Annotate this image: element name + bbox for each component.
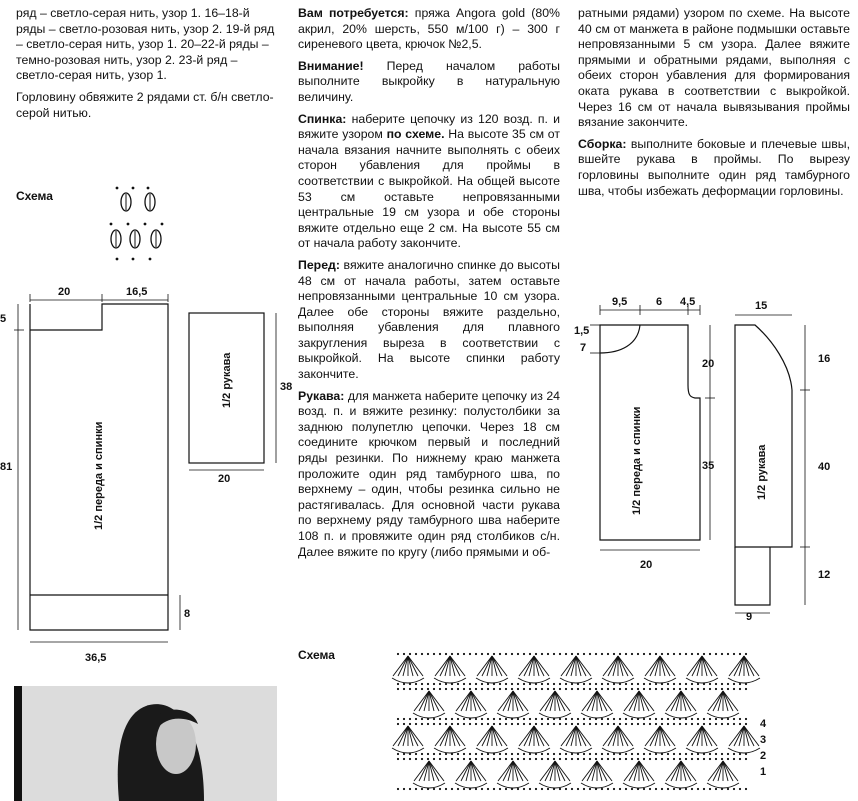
crochet-chart: [390, 644, 780, 801]
section-title: Спинка:: [298, 111, 347, 126]
section-title: Сборка:: [578, 136, 627, 151]
row-number: 3: [760, 734, 767, 746]
text-column-3: [578, 6, 850, 199]
dim-label: 38: [280, 381, 293, 393]
dim-label: 9: [746, 611, 753, 623]
dim-label: 20: [218, 473, 231, 485]
dim-label: 12: [818, 569, 831, 581]
schema-label: Схема: [298, 648, 335, 662]
paragraph: На высоте 35 см от начала вязания начните выполнять с обеих сторон убавления для проймы в соответствии с выкройкой. На общей высоте 53 см оставьте непровязанными центральные 19 см узора и обе стороны вяжите отдельно еще 2 см. На высоте 55 см от начала работу закончите.: [298, 127, 560, 251]
dim-label: 81: [0, 461, 13, 473]
dim-label: 35: [702, 460, 715, 472]
dim-label: 20: [702, 358, 715, 370]
dim-label: 4,5: [680, 296, 696, 308]
paragraph: пряжа Angora gold (80% акрил, 20% шерсть, 550 м/100 г) – 300 г сиреневого цвета, крючок №2,5.: [298, 6, 560, 52]
stitch-legend-icon: [108, 184, 170, 264]
paragraph: наберите цепочку из 120 возд. п. и вяжите узором: [298, 111, 561, 142]
paragraph: Горловину обвяжите 2 рядами ст. б/н светло-серой нитью.: [16, 89, 274, 120]
section-title: Внимание!: [298, 58, 364, 73]
scheme-link: по схеме.: [386, 127, 445, 142]
paragraph: вяжите аналогично спинке до высоты 48 см от начала работы, затем оставьте непровязанными центральные 10 см узора. Далее обе стороны вяжите раздельно, выполняя убавления для плавного закругления выреза в соответствии с выкройкой. На высоте спинки работу закончите.: [298, 257, 560, 382]
dim-label: 8: [184, 608, 191, 620]
dim-label: 20: [58, 286, 71, 298]
photo-illustration: [14, 686, 277, 801]
schema-label: Схема: [16, 189, 53, 203]
row-number: 4: [760, 718, 767, 730]
paragraph: выполните боковые и плечевые швы, вшейте рукава в проймы. По вырезу горловины выполните один ряд тамбурного шва, чтобы избежать деформации горловины.: [578, 136, 850, 198]
paragraph: Перед началом работы выполните выкройку в натуральную величину.: [298, 58, 560, 104]
dim-label: 40: [818, 461, 831, 473]
dim-label: 20: [640, 559, 653, 571]
row-number: 2: [760, 750, 767, 762]
paragraph: для манжета наберите цепочку из 24 возд. п. и вяжите резинку: полустолбики за заднюю полупетлю цепочки. Через 18 см соедините крючком первый и последний ряды резинки. По нижнему краю манжета проложите один ряд тамбурного шва, по верхнему – один, чтобы резинка сильно не растягивалась. Для основной части рукава по верхнему ряду тамбурного шва наберите 108 п. и провяжите один ряд столбиков с/н. Далее вяжите по кругу (либо прямыми и об-: [298, 388, 560, 559]
dim-label: 16,5: [126, 286, 148, 298]
piece-label: 1/2 переда и спинки: [93, 421, 105, 530]
pattern-diagram-right: [560, 285, 858, 625]
piece-label: 1/2 рукава: [756, 444, 768, 500]
dim-label: 5: [0, 313, 7, 325]
dim-label: 36,5: [85, 652, 107, 664]
piece-label: 1/2 рукава: [221, 352, 233, 408]
paragraph: ряд – светло-серая нить, узор 1. 16–18-й ряды – светло-розовая нить, узор 2. 19-й ряд – светло-серая нить, узор 1. 20–22-й ряды – темно-розовая нить, узор 2. 23-й ряд – светло-серая нить, узор 1.: [16, 6, 275, 83]
row-number: 1: [760, 766, 767, 778]
dim-label: 15: [755, 300, 768, 312]
dim-label: 9,5: [612, 296, 628, 308]
row-numbers: [760, 716, 766, 780]
text-column-2: [298, 6, 560, 560]
model-photo: [14, 686, 277, 801]
paragraph: ратными рядами) узором по схеме. На высоте 40 см от манжета в районе подмышки оставьте непровязанными 5 см узора. Далее вяжите прямыми и обратными рядами, выполняя с обеих сторон убавления для формирования оката рукава в соответствии с выкройкой. Через 16 см от начала вывязывания проймы вязание закончите.: [578, 6, 850, 130]
dim-label: 7: [580, 342, 587, 354]
dim-label: 1,5: [574, 325, 590, 337]
pattern-diagram-left: [0, 280, 300, 670]
section-title: Перед:: [298, 257, 340, 272]
section-title: Вам потребуется:: [298, 6, 409, 20]
text-column-1: [16, 6, 281, 121]
section-title: Рукава:: [298, 388, 345, 403]
dim-label: 6: [656, 296, 663, 308]
dim-label: 16: [818, 353, 831, 365]
piece-label: 1/2 переда и спинки: [631, 406, 643, 515]
